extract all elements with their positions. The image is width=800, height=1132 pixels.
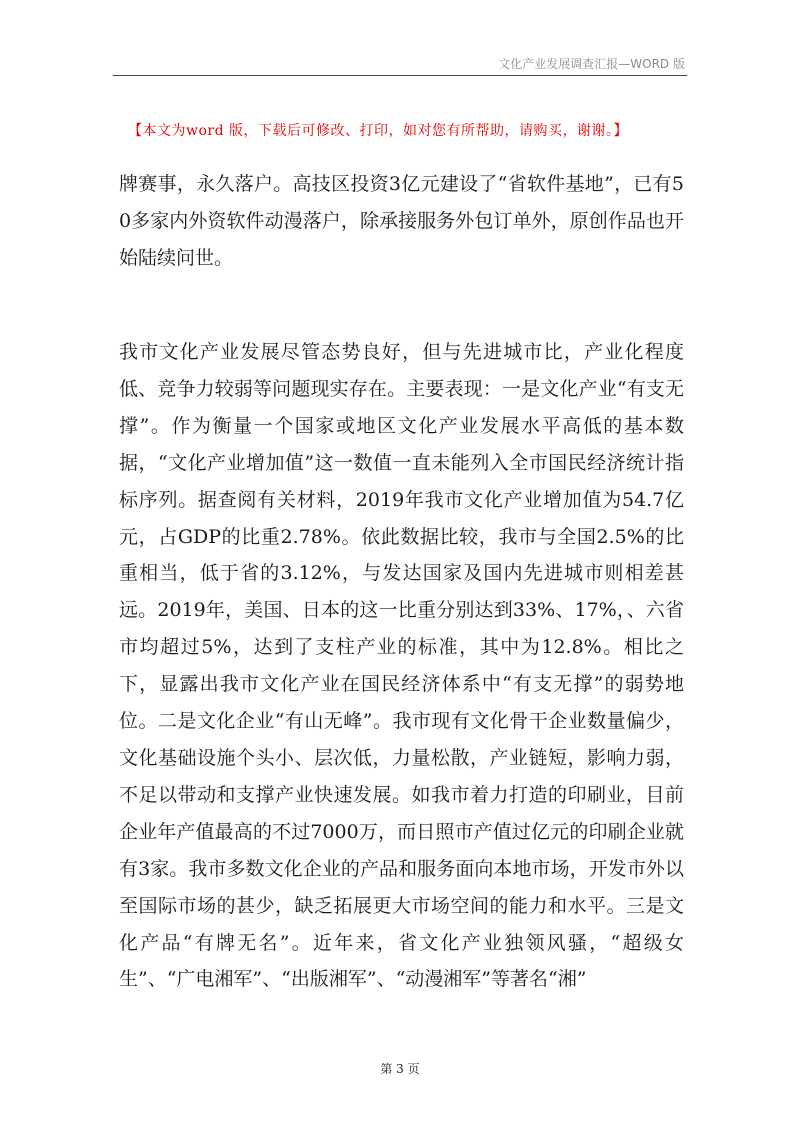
body-paragraph-2: 我市文化产业发展尽管态势良好，但与先进城市比，产业化程度低、竞争力较弱等问题现实存在。主要表现：一是文化产业“有支无撑”。作为衡量一个国家或地区文化产业发展水平高低的基本数据，“文化产业增加值”这一数值一直未能列入全市国民经济统计指标序列。据查阅有关材料，2019年我市文化产业增加值为54.7亿元，占GDP的比重2.78%。依此数据比较，我市与全国2.5%的比重相当，低于省的3.12%，与发达国家及国内先进城市则相差甚远。2019年，美国、日本的这一比重分别达到33%、17%，、六省市均超过5%，达到了支柱产业的标准，其中为12.8%。相比之下，显露出我市文化产业在国民经济体系中“有支无撑”的弱势地位。二是文化企业“有山无峰”。我市现有文化骨干企业数量偏少，文化基础设施个头小、层次低，力量松散，产业链短，影响力弱，不足以带动和支撑产业快速发展。如我市着力打造的印刷业，目前企业年产值最高的不过7000万，而日照市产值过亿元的印刷企业就有3家。我市多数文化企业的产品和服务面向本地市场，开发市外以至国际市场的甚少，缺乏拓展更大市场空间的能力和水平。三是文化产品“有牌无名”。近年来，省文化产业独领风骚，“超级女生”、“广电湘军”、“出版湘军”、“动漫湘军”等著名“湘” [119, 341, 684, 991]
page-header [113, 53, 687, 76]
page-number: 第 3 页 [380, 1062, 420, 1076]
download-notice: 【本文为word 版，下载后可修改、打印，如对您有所帮助，请购买，谢谢。】 [128, 123, 629, 139]
body-paragraph-1: 牌赛事，永久落户。高技区投资3亿元建设了“省软件基地”，已有50多家内外资软件动漫落户，除承接服务外包订单外，原创作品也开始陆续问世。 [119, 173, 684, 269]
header-title: 文化产业发展调查汇报—WORD 版 [498, 57, 685, 71]
